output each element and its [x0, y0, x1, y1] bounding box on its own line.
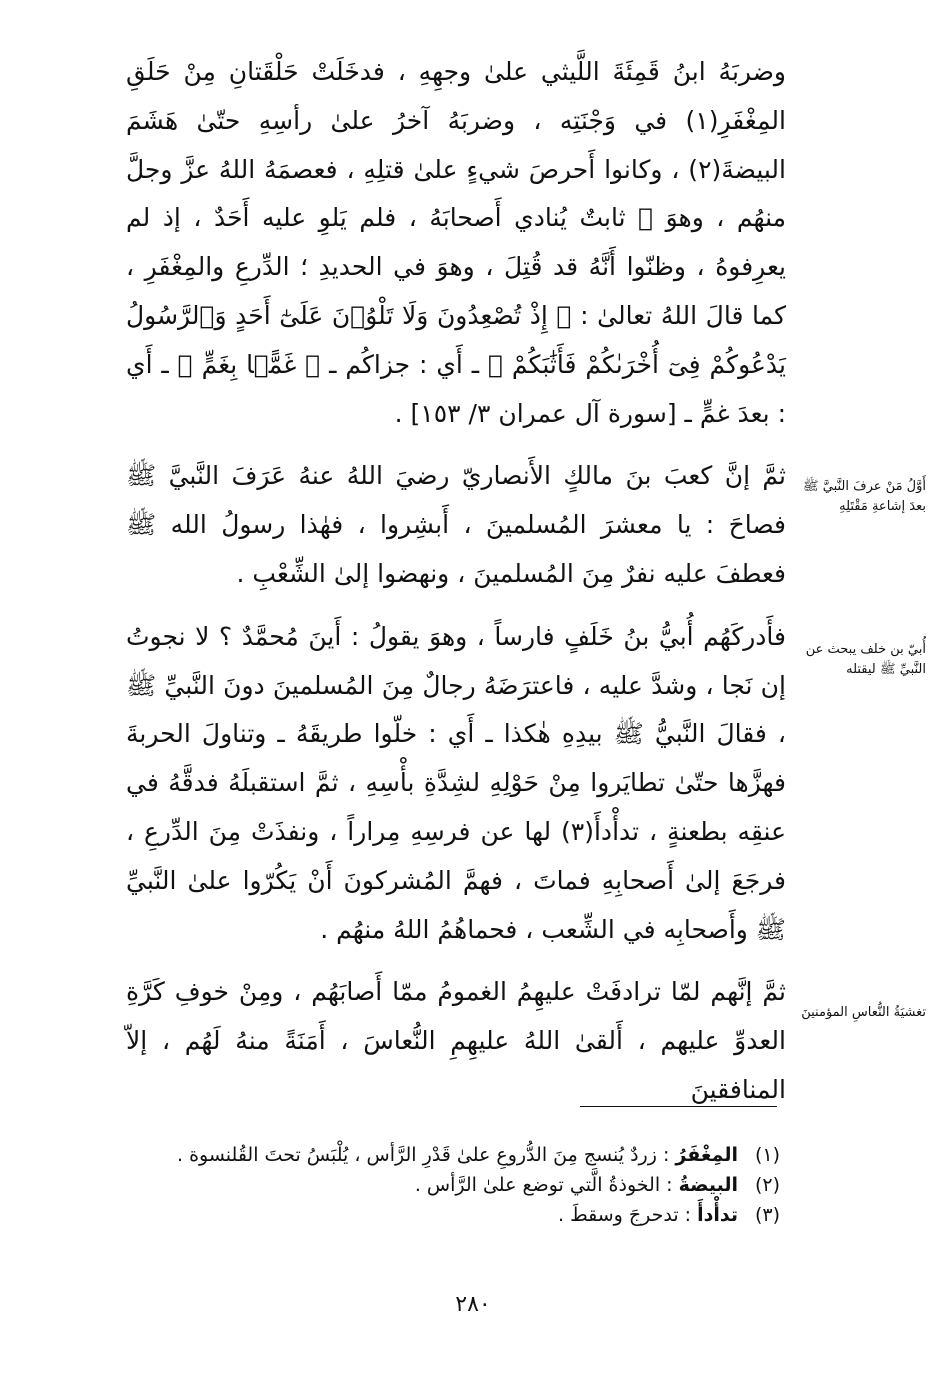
side-note-ubayy-searching: أُبيّ بن خلف يبحث عن النَّبيِّ ﷺ ليقتله	[805, 642, 926, 677]
paragraph-ubayy-ibn-khalaf: فأَدركَهُم أُبيُّ بنُ خَلَفٍ فارساً ، وهوَ يقولُ : أَينَ مُحمَّدٌ ؟ لا نجوتُ إن نَجا ، وشدَّ عليه ، فاعترَضَهُ رجالٌ مِنَ المُسلمينَ دونَ النَّبيِّ ﷺ ، فقالَ النَّبيُّ ﷺ بيدِهِ هٰكذا ـ أَي : خلّوا طريقَهُ ـ وتناولَ الحربةَ فهزَّها حتّىٰ تطايَروا مِنْ حَوْلِهِ لشِدَّةِ بأْسِهِ ، ثمَّ استقبلَهُ فدقَّهُ في عنقِه بطعنةٍ ، تدأْدأَ(٣) لها عن فرسِهِ مِراراً ، ونفذَتْ مِنَ الدِّرعِ ، فرجَعَ إلىٰ أَصحابِهِ فماتَ ، فهمَّ المُشركونَ أَنْ يَكُرّوا علىٰ النَّبيِّ ﷺ وأَصحابِه في الشِّعب ، فحماهُمُ اللهُ منهُم .	[126, 621, 786, 944]
footnote-text: : زردٌ يُنسج مِنَ الدُّروعِ علىٰ قَدْرِ الرَّأس ، يُلْبَسُ تحتَ القُلنسوة .	[177, 1144, 676, 1166]
paragraph-drowsiness: ثمَّ إنَّهم لمّا ترادفَتْ عليهِمُ الغمومُ ممّا أَصابَهُم ، ومِنْ خوفِ كَرَّةِ العدوِّ عليهم ، أَلقىٰ اللهُ عليهِمِ النُّعاسَ ، أَمَنَةً منهُ لَهُم ، إلاّ المنافقينَ	[126, 977, 786, 1104]
paragraph-uhud-injury: وضربَهُ ابنُ قَمِئَةَ اللَّيثي علىٰ وجهِهِ ، فدخَلَتْ حَلْقَتانِ مِنْ حَلَقِ المِغْفَرِ(١) في وَجْنَتِه ، وضربَهُ آخرُ علىٰ رأسِهِ حتّىٰ هَشَمَ البيضةَ(٢) ، وكانوا أَحرصَ شيءٍ علىٰ قتلِهِ ، فعصمَهُ اللهُ عزَّ وجلَّ منهُم ، وهوَ ﷺ ثابتٌ يُنادي أَصحابَهُ ، فلم يَلوِ عليه أَحَدٌ ، إذ لم يعرِفوهُ ، وظنّوا أَنَّهُ قد قُتِلَ ، وهوَ في الحديدِ ؛ الدِّرعِ والمِغْفَرِ ، كما قالَ اللهُ تعالىٰ : ﴿ إِذْ تُصْعِدُونَ وَلَا تَلْوُۥنَ عَلَىٰٓ أَحَدٍ وَٱلرَّسُولُ يَدْعُوكُمْ فِىٓ أُخْرَىٰكُمْ فَأَثَٰبَكُمْ ﴾ ـ أَي : جزاكُم ـ ﴿ غَمًّۢا بِغَمٍّ ﴾ ـ أَي : بعدَ غمٍّ ـ [سورة آل عمران ٣/ ١٥٣] .	[126, 57, 786, 428]
footnote-3	[140, 1200, 780, 1230]
main-text	[126, 48, 786, 1115]
footnote-2	[140, 1170, 780, 1200]
side-note-first-recognizer: أَوَّلُ مَنْ عرفَ النَّبيَّ ﷺ بعدَ إشاعةِ مَقْتَلِهِ	[802, 479, 926, 514]
footnote-term: البيضةُ	[678, 1174, 738, 1196]
page-number: ٢٨٠	[455, 1292, 491, 1317]
footnotes	[140, 1140, 780, 1230]
footnote-text: : الخوذةُ الَّتي توضع علىٰ الرَّأس .	[414, 1174, 679, 1196]
footnote-term: المِغْفَرُ	[675, 1144, 738, 1166]
footnote-term: تدأْدأَ	[697, 1204, 738, 1226]
footnote-number: (٢)	[754, 1174, 780, 1196]
footnote-number: (١)	[754, 1144, 780, 1166]
paragraph-kaab-recognizes: ثمَّ إنَّ كعبَ بنَ مالكٍ الأَنصاريّ رضيَ اللهُ عنهُ عَرَفَ النَّبيَّ ﷺ فصاحَ : يا معشرَ المُسلمينَ ، أَبشِروا ، فهٰذا رسولُ الله ﷺ فعطفَ عليه نفرٌ مِنَ المُسلمينَ ، ونهضوا إلىٰ الشِّعْبِ .	[126, 461, 786, 588]
footnote-separator	[580, 1106, 777, 1107]
footnote-1	[140, 1140, 780, 1170]
side-note-drowsiness: تغشيَةُ النُّعاسِ المؤمنينَ	[801, 1005, 926, 1020]
footnote-number: (٣)	[754, 1204, 780, 1226]
footnote-text: : تدحرجَ وسقطَ .	[558, 1204, 698, 1226]
